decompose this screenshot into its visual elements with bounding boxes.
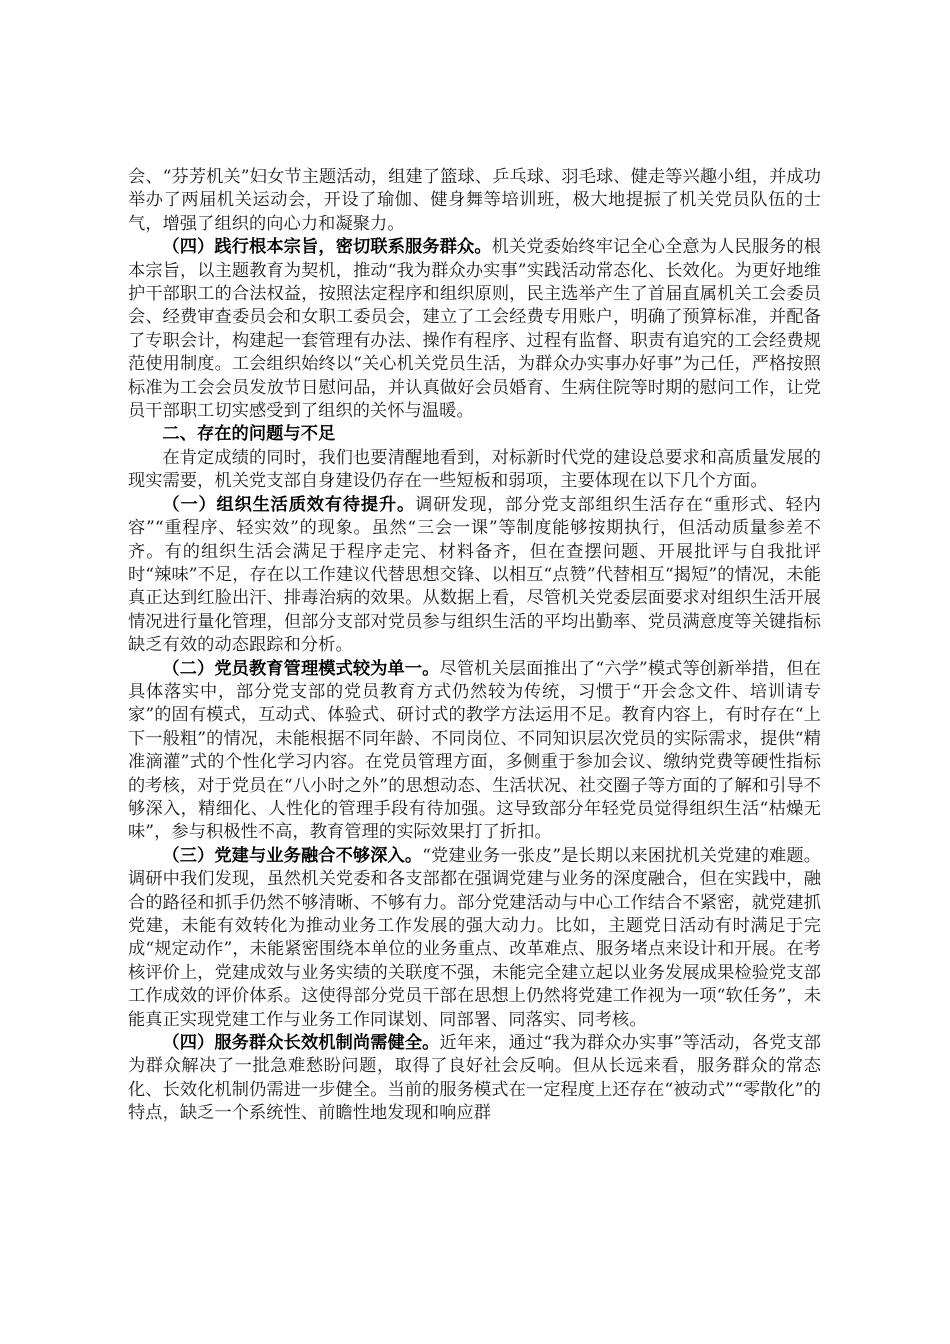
paragraph-service-mechanism	[128, 1032, 821, 1126]
paragraph-organization-life	[128, 494, 821, 658]
paragraph-party-business-integration	[128, 845, 821, 1032]
paragraph-text: “党建业务一张皮”是长期以来困扰机关党建的难题。调研中我们发现，虽然机关党委和各支部都在强调党建与业务的深度融合，但在实践中，融合的路径和抓手仍然不够清晰、不够有力。部分党建活动与中心工作结合不紧密，就党建抓党建，未能有效转化为推动业务工作发展的强大动力。比如，主题党日活动有时满足于完成“规定动作”，未能紧密围绕本单位的业务重点、改革难点、服务堵点来设计和开展。在考核评价上，党建成效与业务实绩的关联度不强，未能完全建立起以业务发展成果检验党支部工作成效的评价体系。这使得部分党员干部在思想上仍然将党建工作视为一项“软任务”，未能真正实现党建工作与业务工作同谋划、同部署、同落实、同考核。	[128, 845, 821, 1030]
paragraph-text: 调研发现，部分党支部组织生活存在“重形式、轻内容”“重程序、轻实效”的现象。虽然“三会一课”等制度能够按期执行，但活动质量参差不齐。有的组织生活会满足于程序走完、材料备齐，但在查摆问题、开展批评与自我批评时“辣味”不足，存在以工作建议代替思想交锋、以相互“点赞”代替相互“揭短”的情况，未能真正达到红脸出汗、排毒治病的效果。从数据上看，尽管机关党委层面要求对组织生活开展情况进行量化管理，但部分支部对党员参与组织生活的平均出勤率、党员满意度等关键指标缺乏有效的动态跟踪和分析。	[128, 494, 821, 656]
paragraph-lead-heading: （二）党员教育管理模式较为单一。	[162, 658, 440, 679]
paragraph-serve-masses	[128, 236, 821, 423]
paragraph-lead-heading: （四）服务群众长效机制尚需健全。	[162, 1033, 440, 1054]
paragraph-lead-heading: （三）党建与业务融合不够深入。	[162, 845, 423, 866]
paragraph-text: 机关党委始终牢记全心全意为人民服务的根本宗旨，以主题教育为契机，推动“我为群众办实事”实践活动常态化、长效化。为更好地维护干部职工的合法权益，按照法定程序和组织原则，民主选举产生了首届直属机关工会委员会、经费审查委员会和女职工委员会，建立了工会经费专用账户，明确了预算标准，并配备了专职会计，构建起一套管理有办法、操作有程序、过程有监督、职责有追究的工会经费规范使用制度。工会组织始终以“关心机关党员生活，为群众办实事办好事”为己任，严格按照标准为工会会员发放节日慰问品，并认真做好会员婚育、生病住院等时期的慰问工作，让党员干部职工切实感受到了组织的关怀与温暖。	[128, 237, 821, 422]
document-page	[128, 166, 821, 1126]
paragraph-problems-intro	[128, 447, 821, 494]
paragraph-text: 尽管机关层面推出了“六学”模式等创新举措，但在具体落实中，部分党支部的党员教育方式仍然较为传统，习惯于“开会念文件、培训请专家”的固有模式，互动式、体验式、研讨式的教学方法运用不足。教育内容上，有时存在“上下一般粗”的情况，未能根据不同年龄、不同岗位、不同知识层次党员的实际需求，提供“精准滴灌”式的个性化学习内容。在党员管理方面，多侧重于参加会议、缴纳党费等硬性指标的考核，对于党员在“八小时之外”的思想动态、生活状况、社交圈子等方面的了解和引导不够深入，精细化、人性化的管理手段有待加强。这导致部分年轻党员觉得组织生活“枯燥无味”，参与积极性不高，教育管理的实际效果打了折扣。	[128, 658, 821, 843]
section-heading-problems: 二、存在的问题与不足	[162, 424, 336, 445]
paragraph-lead-heading: （四）践行根本宗旨，密切联系服务群众。	[162, 237, 492, 258]
paragraph-text: 在肯定成绩的同时，我们也要清醒地看到，对标新时代党的建设总要求和高质量发展的现实需要，机关党支部自身建设仍存在一些短板和弱项，主要体现在以下几个方面。	[128, 447, 821, 492]
paragraph-text: 近年来，通过“我为群众办实事”等活动，各党支部为群众解决了一批急难愁盼问题，取得了良好社会反响。但从长远来看，服务群众的常态化、长效化机制仍需进一步健全。当前的服务模式在一定程度上还存在“被动式”“零散化”的特点，缺乏一个系统性、前瞻性地发现和响应群	[128, 1033, 821, 1124]
paragraph-lead-heading: （一）组织生活质效有待提升。	[162, 494, 416, 515]
paragraph-education-management	[128, 658, 821, 845]
paragraph-text: 会、“芬芳机关”妇女节主题活动，组建了篮球、乒乓球、羽毛球、健走等兴趣小组，并成功举办了两届机关运动会，开设了瑜伽、健身舞等培训班，极大地提振了机关党员队伍的士气，增强了组织的向心力和凝聚力。	[128, 167, 821, 234]
paragraph-activities-continued	[128, 166, 821, 236]
